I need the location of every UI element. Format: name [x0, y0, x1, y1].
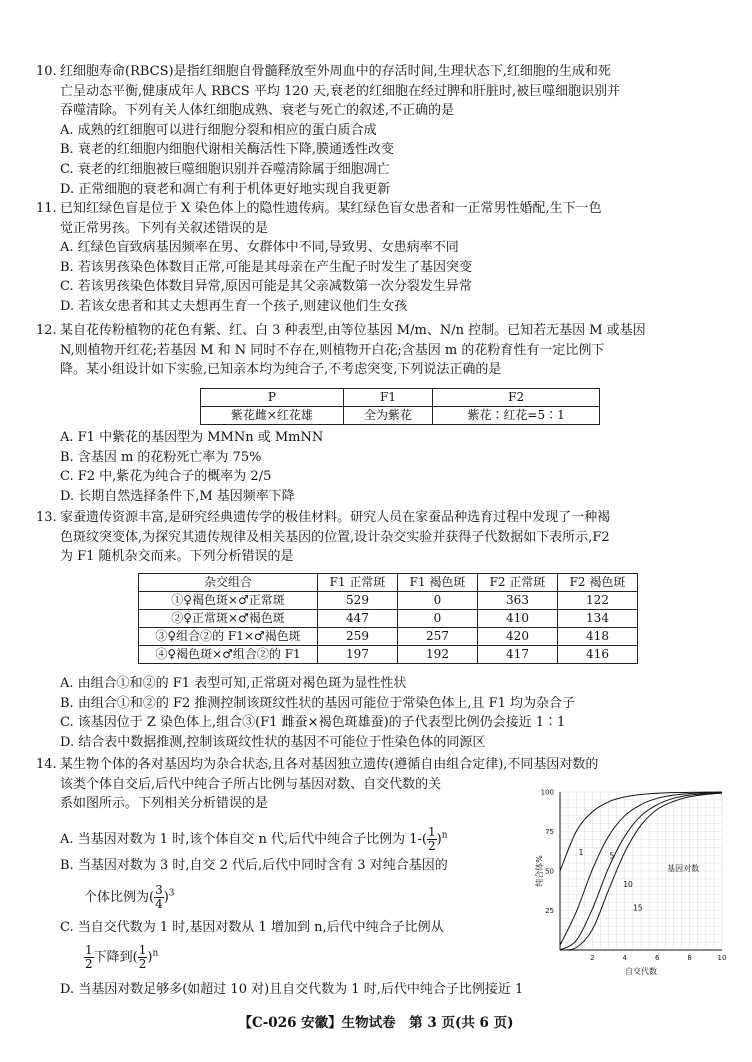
question-text-line: 某生物个体的各对基因均为杂合状态,且各对基因独立遗传(遵循自由组合定律),不同基因对数的 [60, 757, 599, 772]
fraction-numerator: 1 [427, 825, 436, 839]
series-label: 5 [609, 851, 615, 861]
option-text: ) [147, 949, 153, 965]
table-cell: 259 [318, 628, 398, 646]
question-text-line: 已知红绿色盲是位于 X 染色体上的隐性遗传病。某红绿色盲女患者和一正常男性婚配,生下一色 [60, 201, 602, 216]
option-c [36, 918, 444, 971]
cross-table-q12 [200, 388, 600, 425]
question-13-options [36, 674, 726, 752]
fraction-denominator: 2 [427, 839, 436, 853]
table-row [201, 407, 600, 425]
table-row [139, 592, 638, 610]
table-cell: ①♀褐色斑×♂正常斑 [139, 592, 318, 610]
fraction-one-half [427, 826, 437, 853]
table-cell: 257 [398, 628, 478, 646]
x-axis-label: 自交代数 [625, 967, 657, 976]
series-label: 1 [578, 848, 584, 858]
fraction-denominator: 2 [85, 956, 93, 971]
option-b: B. 由组合①和②的 F2 推测控制该斑纹性状的基因可能位于常染色体上,且 F1 均为杂合子 [60, 695, 576, 711]
table-cell: 192 [398, 646, 478, 664]
table-header: 杂交组合 [139, 574, 318, 592]
table-cell: 紫花雌×红花雄 [201, 407, 344, 425]
chart-annotation: 基因对数 [667, 864, 700, 873]
cross-table-q13 [138, 573, 638, 664]
question-text-line: 色斑纹突变体,为探究其遗传规律及相关基因的位置,设计杂交实验并获得子代数据如下表所示,F2 [60, 529, 610, 545]
option-a: A. 由组合①和②的 F1 表型可知,正常斑对褐色斑为显性性状 [60, 676, 407, 691]
table-header: F2 褐色斑 [558, 574, 638, 592]
option-b: B. 衰老的红细胞内细胞代谢相关酶活性下降,膜通透性改变 [60, 142, 394, 158]
question-13 [36, 508, 726, 567]
table-cell: 447 [318, 610, 398, 628]
table-cell: 410 [478, 610, 558, 628]
option-b [36, 856, 448, 911]
table-cell: 0 [398, 592, 478, 610]
question-number: 10. [36, 64, 57, 79]
fraction-denominator: 4 [155, 896, 163, 911]
question-11 [36, 199, 726, 317]
option-d: D. 正常细胞的衰老和凋亡有利于机体更好地实现自我更新 [60, 181, 391, 197]
y-axis-label: 纯合体% [535, 855, 544, 887]
option-d: D. 当基因对数足够多(如超过 10 对)且自交代数为 1 时,后代中纯合子比例接近 1 [60, 982, 524, 997]
option-text: A. 当基因对数为 1 时,该个体自交 n 代,后代中纯合子比例为 1-( [60, 832, 427, 847]
table-header: F1 正常斑 [318, 574, 398, 592]
x-tick-label: 4 [622, 954, 628, 962]
homozygote-chart [532, 780, 732, 980]
fraction-three-quarters [154, 884, 164, 911]
question-text-line: 系如图所示。下列相关分析错误的是 [60, 796, 269, 812]
table-cell: 197 [318, 646, 398, 664]
table-header: F2 [433, 389, 600, 407]
table-row [139, 628, 638, 646]
option-c: C. 该基因位于 Z 染色体上,组合③(F1 雌蚕×褐色斑雄蚕)的子代表型比例仍会接近 1∶1 [60, 715, 566, 731]
question-text-line: 家蚕遗传资源丰富,是研究经典遗传学的极佳材料。研究人员在家蚕品种选育过程中发现了一种褐 [60, 510, 611, 525]
fraction-one-half [84, 944, 94, 971]
option-d: D. 结合表中数据推测,控制该斑纹性状的基因不可能位于性染色体的同源区 [60, 734, 486, 750]
option-a: A. 成熟的红细胞可以进行细胞分裂和相应的蛋白质合成 [60, 122, 377, 138]
table-cell: 134 [558, 610, 638, 628]
option-b: B. 含基因 m 的花粉死亡率为 75% [60, 449, 262, 465]
question-text-line: N,则植物开红花;若基因 M 和 N 同时不存在,则植物开白花;含基因 m 的花粉育性有一定比例下 [60, 342, 605, 358]
page-footer: 【C-026 安徽】生物试卷 第 3 页(共 6 页) [238, 1015, 514, 1031]
table-cell: 363 [478, 592, 558, 610]
table-row [139, 610, 638, 628]
option-c: C. F2 中,紫花为纯合子的概率为 2/5 [60, 469, 272, 485]
question-text-line: 觉正常男孩。下列有关叙述错误的是 [60, 220, 269, 236]
option-d: D. 若该女患者和其丈夫想再生育一个孩子,则建议他们生女孩 [60, 298, 408, 314]
question-text-line: 红细胞寿命(RBCS)是指红细胞自骨髓释放至外周血中的存活时间,生理状态下,红细胞的生成和死 [60, 64, 611, 79]
option-a [36, 826, 447, 853]
table-cell: ②♀正常斑×♂褐色斑 [139, 610, 318, 628]
option-text: C. 当自交代数为 1 时,基因对数从 1 增加到 n,后代中纯合子比例从 [60, 920, 444, 935]
question-text-line: 降。某小组设计如下实验,已知亲本均为纯合子,不考虑突变,下列说法正确的是 [60, 362, 502, 378]
question-number: 12. [36, 323, 57, 338]
fraction-numerator: 3 [155, 882, 163, 897]
question-12 [36, 321, 726, 380]
option-text: 下降到( [93, 949, 138, 965]
exponent: n [152, 948, 159, 959]
table-cell: 416 [558, 646, 638, 664]
fraction-one-half [138, 944, 148, 971]
table-header: F2 正常斑 [478, 574, 558, 592]
fraction-denominator: 2 [138, 956, 147, 971]
question-text-line: 某自花传粉植物的花色有紫、红、白 3 种表型,由等位基因 M/m、N/n 控制。已知若无基因 M 或基因 [60, 323, 646, 338]
question-number: 11. [36, 201, 57, 216]
x-tick-label: 10 [717, 954, 727, 962]
series-label: 15 [632, 903, 643, 913]
y-tick-label: 75 [545, 828, 554, 836]
question-10 [36, 62, 726, 199]
x-tick-label: 6 [654, 954, 660, 962]
table-header: P [201, 389, 344, 407]
series-label: 10 [623, 879, 633, 889]
y-tick-label: 100 [540, 788, 554, 797]
option-c: C. 衰老的红细胞被巨噬细胞识别并吞噬清除属于细胞凋亡 [60, 161, 390, 177]
table-header: F1 [343, 389, 432, 407]
question-number: 13. [36, 510, 57, 525]
table-cell: 全为紫花 [343, 407, 432, 425]
question-text-line: 为 F1 随机杂交而来。下列分析错误的是 [60, 549, 294, 565]
table-cell: ③♀组合②的 F1×♂褐色斑 [139, 628, 318, 646]
table-cell: 417 [478, 646, 558, 664]
question-number: 14. [36, 757, 57, 772]
exponent: n [441, 830, 448, 841]
y-tick-label: 50 [545, 867, 554, 876]
table-cell: 122 [558, 592, 638, 610]
table-cell: 紫花∶红花=5∶1 [433, 407, 600, 425]
exponent: 3 [168, 888, 175, 899]
table-header: F1 褐色斑 [398, 574, 478, 592]
question-text-line: 亡呈动态平衡,健康成年人 RBCS 平均 120 天,衰老的红细胞在经过脾和肝脏时,被巨噬细胞识别并 [60, 83, 621, 99]
option-text: 个体比例为( [84, 889, 155, 905]
question-text-line: 该类个体自交后,后代中纯合子所占比例与基因对数、自交代数的关 [60, 776, 442, 792]
option-b: B. 若该男孩染色体数目正常,可能是其母亲在产生配子时发生了基因突变 [60, 259, 472, 275]
fraction-numerator: 1 [85, 942, 93, 957]
table-cell: 420 [478, 628, 558, 646]
option-a: A. F1 中紫花的基因型为 MMNn 或 MmNN [60, 430, 324, 445]
x-tick-label: 2 [590, 954, 595, 962]
fraction-numerator: 1 [138, 942, 147, 957]
question-12-options [36, 428, 726, 506]
y-tick-label: 25 [545, 907, 554, 915]
option-text: ) [163, 889, 169, 905]
question-text-line: 吞噬清除。下列有关人体红细胞成熟、衰老与死亡的叙述,不正确的是 [60, 103, 455, 119]
option-d: D. 长期自然选择条件下,M 基因频率下降 [60, 488, 295, 504]
option-text: B. 当基因对数为 3 时,自交 2 代后,后代中同时含有 3 对纯合基因的 [60, 858, 448, 873]
option-text: ) [436, 832, 442, 847]
table-cell: ④♀褐色斑×♂组合②的 F1 [139, 646, 318, 664]
option-a: A. 红绿色盲致病基因频率在男、女群体中不同,导致男、女患病率不同 [60, 240, 459, 256]
option-c: C. 若该男孩染色体数目异常,原因可能是其父亲减数第一次分裂发生异常 [60, 279, 472, 295]
table-row [139, 646, 638, 664]
table-cell: 0 [398, 610, 478, 628]
x-tick-label: 8 [687, 954, 692, 962]
table-cell: 529 [318, 592, 398, 610]
table-cell: 418 [558, 628, 638, 646]
